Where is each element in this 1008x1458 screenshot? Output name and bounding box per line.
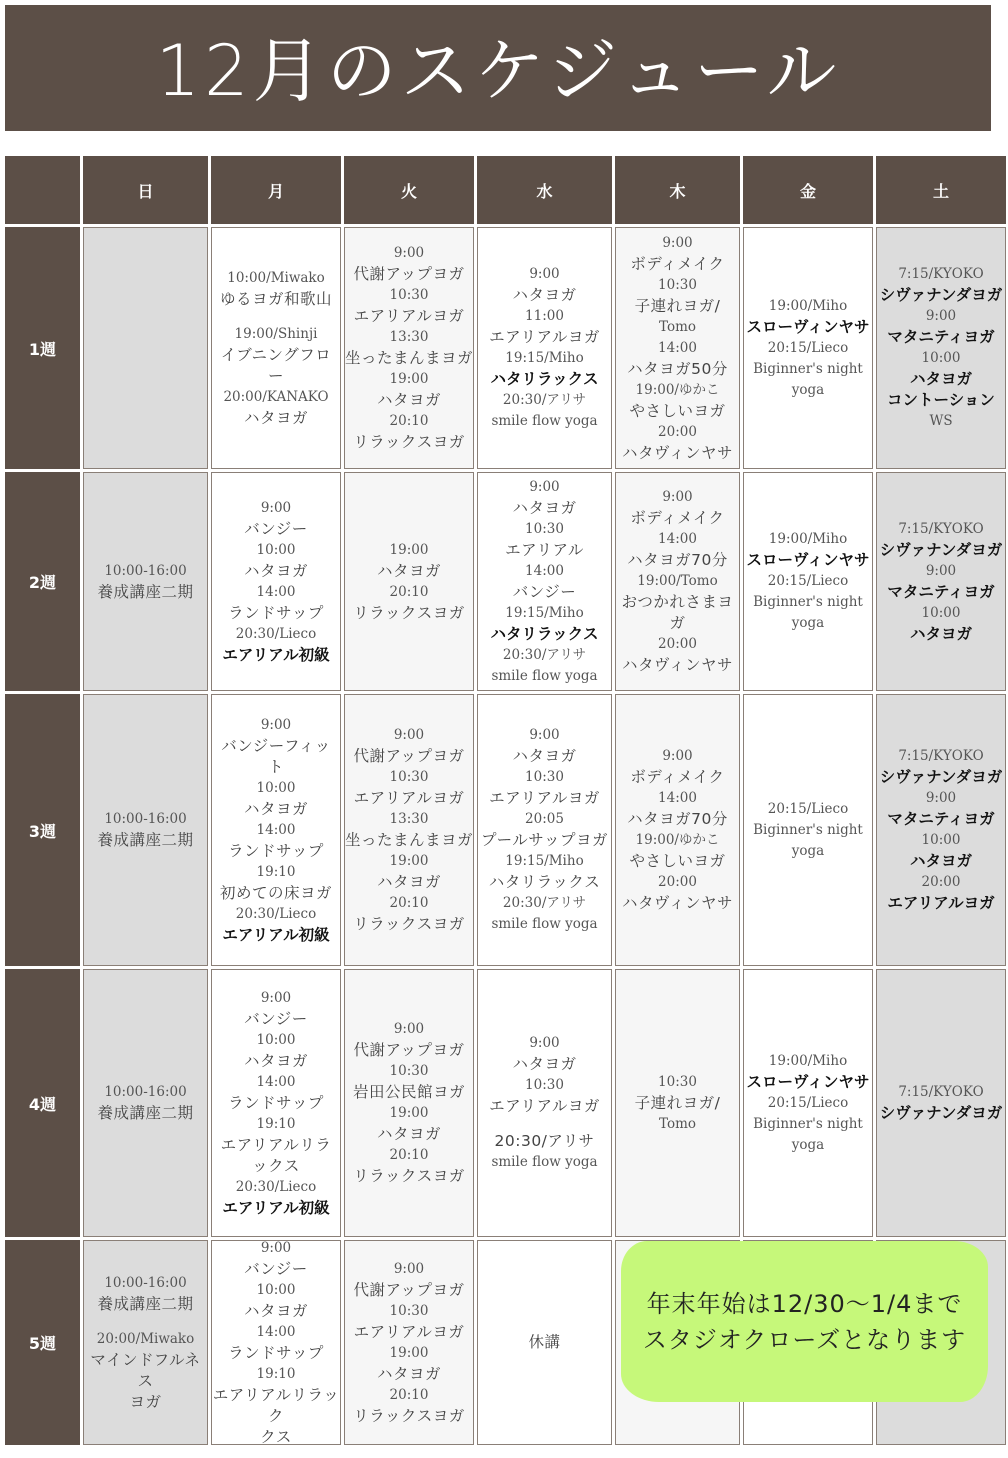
class-name: ランドサップ (228, 1093, 324, 1112)
schedule-cell-week3-sun (83, 694, 208, 966)
class-name: ックス (252, 1156, 300, 1175)
notice-line-2: スタジオクローズとなります (642, 1325, 967, 1354)
class-name: スローヴィンヤサ (746, 1072, 870, 1091)
class-name: プールサップヨガ (481, 831, 608, 849)
schedule-cell-week2-fri (743, 472, 873, 691)
schedule-cell-week1-wed (477, 227, 612, 469)
schedule-cell-week1-sun (83, 227, 208, 469)
schedule-cell-week4-thu (615, 969, 740, 1237)
class-time: 19:15/Miho (505, 853, 584, 869)
schedule-cell-week3-sat (876, 694, 1006, 966)
class-name: シヴァナンダヨガ (879, 540, 1003, 559)
class-name: バンジー (244, 1009, 308, 1028)
class-time: 19:00/Miho (768, 1052, 848, 1069)
class-name: エアリアルヨガ (353, 789, 465, 807)
schedule-cell-week2-thu (615, 472, 740, 691)
class-time: 19:10 (256, 863, 296, 880)
class-name: やさしいヨガ (629, 852, 726, 870)
class-time: 7:15/KYOKO (898, 266, 984, 282)
class-name: 養成講座二期 (97, 831, 194, 849)
class-name: ハタヨガ (512, 1055, 577, 1073)
class-time: WS (929, 413, 953, 429)
class-name: マタニティヨガ (887, 328, 995, 346)
class-name: イブニングフロ (220, 345, 332, 364)
class-name: ハタヨガ (376, 1125, 441, 1143)
class-time: 9:00 (393, 245, 425, 261)
class-time: 14:00 (658, 531, 697, 547)
class-time: 9:00 (393, 727, 425, 743)
schedule-cell-week2-sat (876, 472, 1006, 691)
class-time: yoga (791, 842, 825, 859)
class-time: 19:10 (256, 1365, 296, 1382)
day-header-sat: 土 (876, 156, 1006, 224)
week-label-5: 5週 (5, 1240, 80, 1445)
week-label-1: 1週 (5, 227, 80, 469)
class-time: 20:30/アリサ (502, 392, 587, 408)
schedule-cell-week2-mon (211, 472, 341, 691)
class-name: ランドサップ (228, 841, 324, 860)
schedule-cell-week5-mon (211, 1240, 341, 1445)
class-time: 9:00 (260, 989, 292, 1006)
class-name: 休講 (528, 1333, 561, 1351)
class-name: ランドサップ (228, 1343, 324, 1362)
class-time: 10:30 (389, 1063, 429, 1079)
title-banner (5, 5, 991, 131)
class-name: ハタリラックス (490, 370, 599, 388)
class-time: 20:10 (389, 413, 429, 429)
class-name: マタニティヨガ (887, 810, 995, 828)
class-time: 19:00/Miho (768, 531, 848, 547)
class-name: 代謝アップヨガ (353, 747, 465, 765)
class-name: エアリアル初級 (222, 1198, 330, 1217)
class-time: 9:00 (260, 716, 292, 733)
class-name: エアリアルヨガ (887, 894, 995, 912)
class-name: 代謝アップヨガ (353, 1280, 465, 1299)
class-time: 11:00 (525, 308, 564, 324)
class-time: 10:00 (256, 541, 296, 558)
class-name: リラックスヨガ (353, 1167, 465, 1185)
class-time: yoga (791, 381, 825, 398)
class-name: 20:30/アリサ (494, 1132, 595, 1150)
class-name: エアリアルリラック (212, 1385, 340, 1425)
class-time: 9:00 (260, 1240, 292, 1256)
class-time: smile flow yoga (491, 916, 598, 932)
class-name: ー (267, 366, 284, 385)
class-name: ハタヴィンヤサ (621, 656, 734, 674)
schedule-cell-week5-tue (344, 1240, 474, 1445)
class-name: 養成講座二期 (97, 1294, 194, 1313)
class-time: 10:00 (921, 350, 961, 366)
day-header-wed: 水 (477, 156, 612, 224)
class-time: 7:15/KYOKO (898, 1084, 984, 1100)
class-time: 14:00 (525, 562, 564, 579)
schedule-cell-week3-mon (211, 694, 341, 966)
class-time: 20:00/Miwako (96, 1330, 195, 1347)
class-time: 10:30 (525, 520, 564, 537)
class-time: yoga (791, 1136, 825, 1153)
class-name: エアリアル初級 (222, 925, 330, 944)
class-time: 10:30 (525, 1077, 564, 1093)
class-time: yoga (791, 615, 825, 631)
schedule-cell-week5-wed (477, 1240, 612, 1445)
class-name: 養成講座二期 (97, 582, 194, 601)
class-time: Biginner's night (753, 360, 863, 377)
class-time: 20:00 (921, 874, 961, 890)
class-time: 10:30 (658, 276, 697, 293)
class-name: ハタリラックス (488, 873, 601, 891)
class-name: スローヴィンヤサ (746, 551, 870, 569)
notice-line-1: 年末年始は12/30〜1/4まで (646, 1289, 963, 1318)
class-name: リラックスヨガ (353, 1406, 465, 1425)
class-name: ランドサップ (228, 603, 324, 622)
class-name: ハタヨガ (376, 873, 441, 891)
class-name: ハタヨガ (243, 1051, 308, 1070)
class-time: 20:15/Lieco (767, 1094, 849, 1111)
class-name: ハタヴィンヤサ (621, 894, 734, 912)
class-name: 子連れヨガ/ (634, 296, 721, 315)
class-name: 初めての床ヨガ (219, 883, 332, 902)
class-name: ガ (669, 614, 686, 632)
class-name: ハタヨガ (512, 498, 577, 517)
schedule-cell-week3-tue (344, 694, 474, 966)
day-header-fri: 金 (743, 156, 873, 224)
class-time: Tomo (658, 318, 696, 335)
class-time: 19:00/ゆかこ (635, 832, 720, 848)
schedule-table (5, 156, 1003, 1445)
schedule-cell-week4-mon (211, 969, 341, 1237)
week-label-3: 3週 (5, 694, 80, 966)
class-time: 9:00 (925, 562, 957, 579)
schedule-cell-week2-tue (344, 472, 474, 691)
class-time: 20:30/Lieco (235, 905, 317, 922)
class-name: ハタヨガ (512, 286, 577, 304)
class-time: 9:00 (662, 748, 693, 764)
schedule-cell-week3-fri (743, 694, 873, 966)
class-time: 10:30 (389, 1302, 429, 1319)
class-name: 代謝アップヨガ (353, 1041, 465, 1059)
class-name: ハタヨガ50分 (627, 359, 728, 378)
class-time: 20:00/KANAKO (223, 388, 329, 405)
class-time: 9:00 (529, 1035, 560, 1051)
class-time: 9:00 (529, 478, 560, 495)
page-title: 12月のスケジュール (155, 29, 841, 112)
schedule-cell-week2-sun (83, 472, 208, 691)
class-time: 19:00/Miho (768, 297, 848, 314)
schedule-cell-week1-sat (876, 227, 1006, 469)
schedule-cell-week4-sat (876, 969, 1006, 1237)
day-header-tue: 火 (344, 156, 474, 224)
class-time: 10:00 (921, 832, 961, 848)
week-label-2: 2週 (5, 472, 80, 691)
class-name: ハタヨガ (376, 561, 441, 580)
class-time: 20:15/Lieco (767, 800, 849, 817)
schedule-cell-week4-sun (83, 969, 208, 1237)
week-label-4: 4週 (5, 969, 80, 1237)
class-time: 19:00 (389, 853, 429, 869)
class-time: 10:00/Miwako (227, 269, 325, 286)
class-name: ハタヨガ (243, 408, 308, 427)
year-end-notice (621, 1241, 988, 1402)
class-name: ハタリラックス (490, 624, 599, 643)
class-time: 9:00 (260, 499, 292, 516)
schedule-cell-week3-wed (477, 694, 612, 966)
day-header-sun: 日 (83, 156, 208, 224)
class-time: 19:00/Tomo (637, 573, 718, 589)
class-name: ハタヨガ (376, 391, 441, 409)
class-time: 10:00 (921, 604, 961, 621)
class-name: ボディメイク (630, 254, 725, 273)
class-name: コントーション (887, 391, 995, 409)
class-name: エアリアルヨガ (489, 789, 600, 807)
schedule-cell-week3-thu (615, 694, 740, 966)
class-name: ハタヨガ (376, 1364, 441, 1383)
class-time: 20:10 (389, 1386, 429, 1403)
class-time: 10:00 (256, 1281, 296, 1298)
class-name: シヴァナンダヨガ (879, 1104, 1003, 1122)
class-time: 20:30/アリサ (502, 646, 587, 663)
class-name: 養成講座二期 (97, 1104, 194, 1122)
class-time: 20:10 (389, 1147, 429, 1163)
class-time: Biginner's night (753, 821, 863, 838)
class-time: 9:00 (925, 790, 957, 806)
class-time: 19:00 (389, 371, 429, 387)
class-time: 19:00/Shinji (234, 325, 318, 342)
class-name: マインドフルネス (90, 1350, 201, 1390)
class-time: 9:00 (529, 266, 560, 282)
class-time: 9:00 (529, 727, 560, 743)
class-time: 9:00 (925, 308, 957, 324)
class-name: ヨガ (129, 1392, 162, 1411)
schedule-cell-week1-mon (211, 227, 341, 469)
class-time: 13:30 (389, 811, 429, 827)
class-time: 10:30 (658, 1073, 697, 1090)
class-time: 19:00/ゆかこ (635, 381, 720, 398)
class-name: クス (260, 1427, 292, 1445)
class-time: 14:00 (256, 821, 296, 838)
class-time: 9:00 (662, 234, 693, 251)
schedule-cell-week5-sun (83, 1240, 208, 1445)
class-time: Tomo (658, 1115, 696, 1132)
class-name: おつかれさまヨ (621, 593, 734, 611)
class-time: 19:15/Miho (505, 350, 584, 366)
class-time: 20:05 (525, 811, 564, 827)
class-time: 10:30 (389, 769, 429, 785)
class-name: やさしいヨガ (629, 401, 726, 420)
class-time: 20:00 (658, 874, 697, 890)
class-name: エアリアルリラ (220, 1135, 332, 1154)
class-time: 14:00 (256, 1073, 296, 1090)
class-time: 20:15/Lieco (767, 339, 849, 356)
class-time: 9:00 (662, 489, 693, 505)
day-header-mon: 月 (211, 156, 341, 224)
schedule-cell-week1-fri (743, 227, 873, 469)
schedule-cell-week4-wed (477, 969, 612, 1237)
class-time: 19:00 (389, 1105, 429, 1121)
class-name: ボディメイク (630, 768, 725, 786)
class-time: 7:15/KYOKO (898, 520, 984, 537)
class-time: 10:00-16:00 (104, 562, 187, 579)
class-name: ハタヨガ (909, 852, 972, 870)
class-time: 19:00 (389, 541, 429, 558)
class-name: マタニティヨガ (887, 582, 995, 601)
class-name: リラックスヨガ (353, 433, 465, 451)
class-name: ハタヨガ (512, 747, 577, 765)
class-time: 10:00-16:00 (104, 811, 187, 827)
class-name: ハタヨガ (243, 1301, 308, 1320)
class-name: エアリアルヨガ (489, 1097, 600, 1115)
class-name: ハタヨガ (243, 799, 308, 818)
class-time: smile flow yoga (491, 413, 598, 429)
class-time: 20:15/Lieco (767, 573, 849, 589)
class-time: Biginner's night (753, 1115, 863, 1132)
class-name: バンジー (244, 519, 308, 538)
class-time: 20:30/Lieco (235, 1178, 317, 1195)
class-time: 14:00 (658, 339, 697, 356)
class-name: 子連れヨガ/ (634, 1093, 721, 1112)
class-name: エアリアル初級 (222, 645, 330, 664)
class-name: ハタヨガ (243, 561, 308, 580)
class-name: エアリアル (505, 540, 584, 559)
class-name: ハタヴィンヤサ (621, 443, 734, 462)
class-name: エアリアルヨガ (353, 307, 465, 325)
class-time: smile flow yoga (491, 667, 598, 684)
class-time: 20:00 (658, 636, 697, 652)
schedule-cell-week4-fri (743, 969, 873, 1237)
day-header-thu: 木 (615, 156, 740, 224)
class-time: 19:15/Miho (505, 604, 584, 621)
class-time: 20:10 (389, 583, 429, 600)
class-time: Biginner's night (753, 594, 863, 610)
class-name: ト (267, 757, 284, 776)
class-time: 14:00 (256, 1323, 296, 1340)
class-name: ハタヨガ (909, 624, 972, 643)
class-time: 20:10 (389, 895, 429, 911)
class-time: 19:00 (389, 1344, 429, 1361)
class-time: 10:00 (256, 1031, 296, 1048)
class-name: ハタヨガ70分 (627, 810, 728, 828)
class-time: smile flow yoga (491, 1154, 598, 1170)
class-time: 20:30/Lieco (235, 625, 317, 642)
class-name: バンジーフィッ (221, 736, 331, 755)
class-name: スローヴィンヤサ (746, 317, 870, 336)
class-time: 9:00 (393, 1021, 425, 1037)
class-time: 13:30 (389, 329, 429, 345)
schedule-cell-week1-thu (615, 227, 740, 469)
schedule-cell-week2-wed (477, 472, 612, 691)
class-name: 岩田公民館ヨガ (352, 1083, 465, 1101)
class-name: エアリアルヨガ (353, 1322, 465, 1341)
class-name: ゆるヨガ和歌山 (219, 289, 332, 308)
class-time: 10:00-16:00 (104, 1274, 187, 1291)
class-time: 19:10 (256, 1115, 296, 1132)
class-time: 7:15/KYOKO (898, 748, 984, 764)
class-name: バンジー (244, 1259, 308, 1278)
corner-header (5, 156, 80, 224)
class-time: 20:00 (658, 423, 697, 440)
class-time: 10:00 (256, 779, 296, 796)
schedule-cell-week4-tue (344, 969, 474, 1237)
class-time: 10:00-16:00 (104, 1084, 187, 1100)
class-name: 代謝アップヨガ (353, 265, 465, 283)
class-name: 坐ったまんまヨガ (345, 831, 474, 849)
class-time: 14:00 (658, 790, 697, 806)
class-name: リラックスヨガ (353, 915, 465, 933)
class-name: バンジー (512, 582, 577, 601)
class-time: 10:30 (525, 769, 564, 785)
class-name: ボディメイク (630, 509, 725, 527)
class-time: 10:30 (389, 287, 429, 303)
class-time: 20:30/アリサ (502, 895, 587, 911)
class-name: ハタヨガ (909, 370, 972, 388)
class-name: シヴァナンダヨガ (879, 768, 1003, 786)
class-name: 坐ったまんまヨガ (345, 349, 474, 367)
class-name: リラックスヨガ (353, 603, 465, 622)
class-time: 9:00 (393, 1260, 425, 1277)
class-name: ハタヨガ70分 (627, 551, 728, 569)
schedule-cell-week1-tue (344, 227, 474, 469)
class-name: エアリアルヨガ (489, 328, 600, 346)
class-name: シヴァナンダヨガ (879, 286, 1003, 304)
class-time: 14:00 (256, 583, 296, 600)
